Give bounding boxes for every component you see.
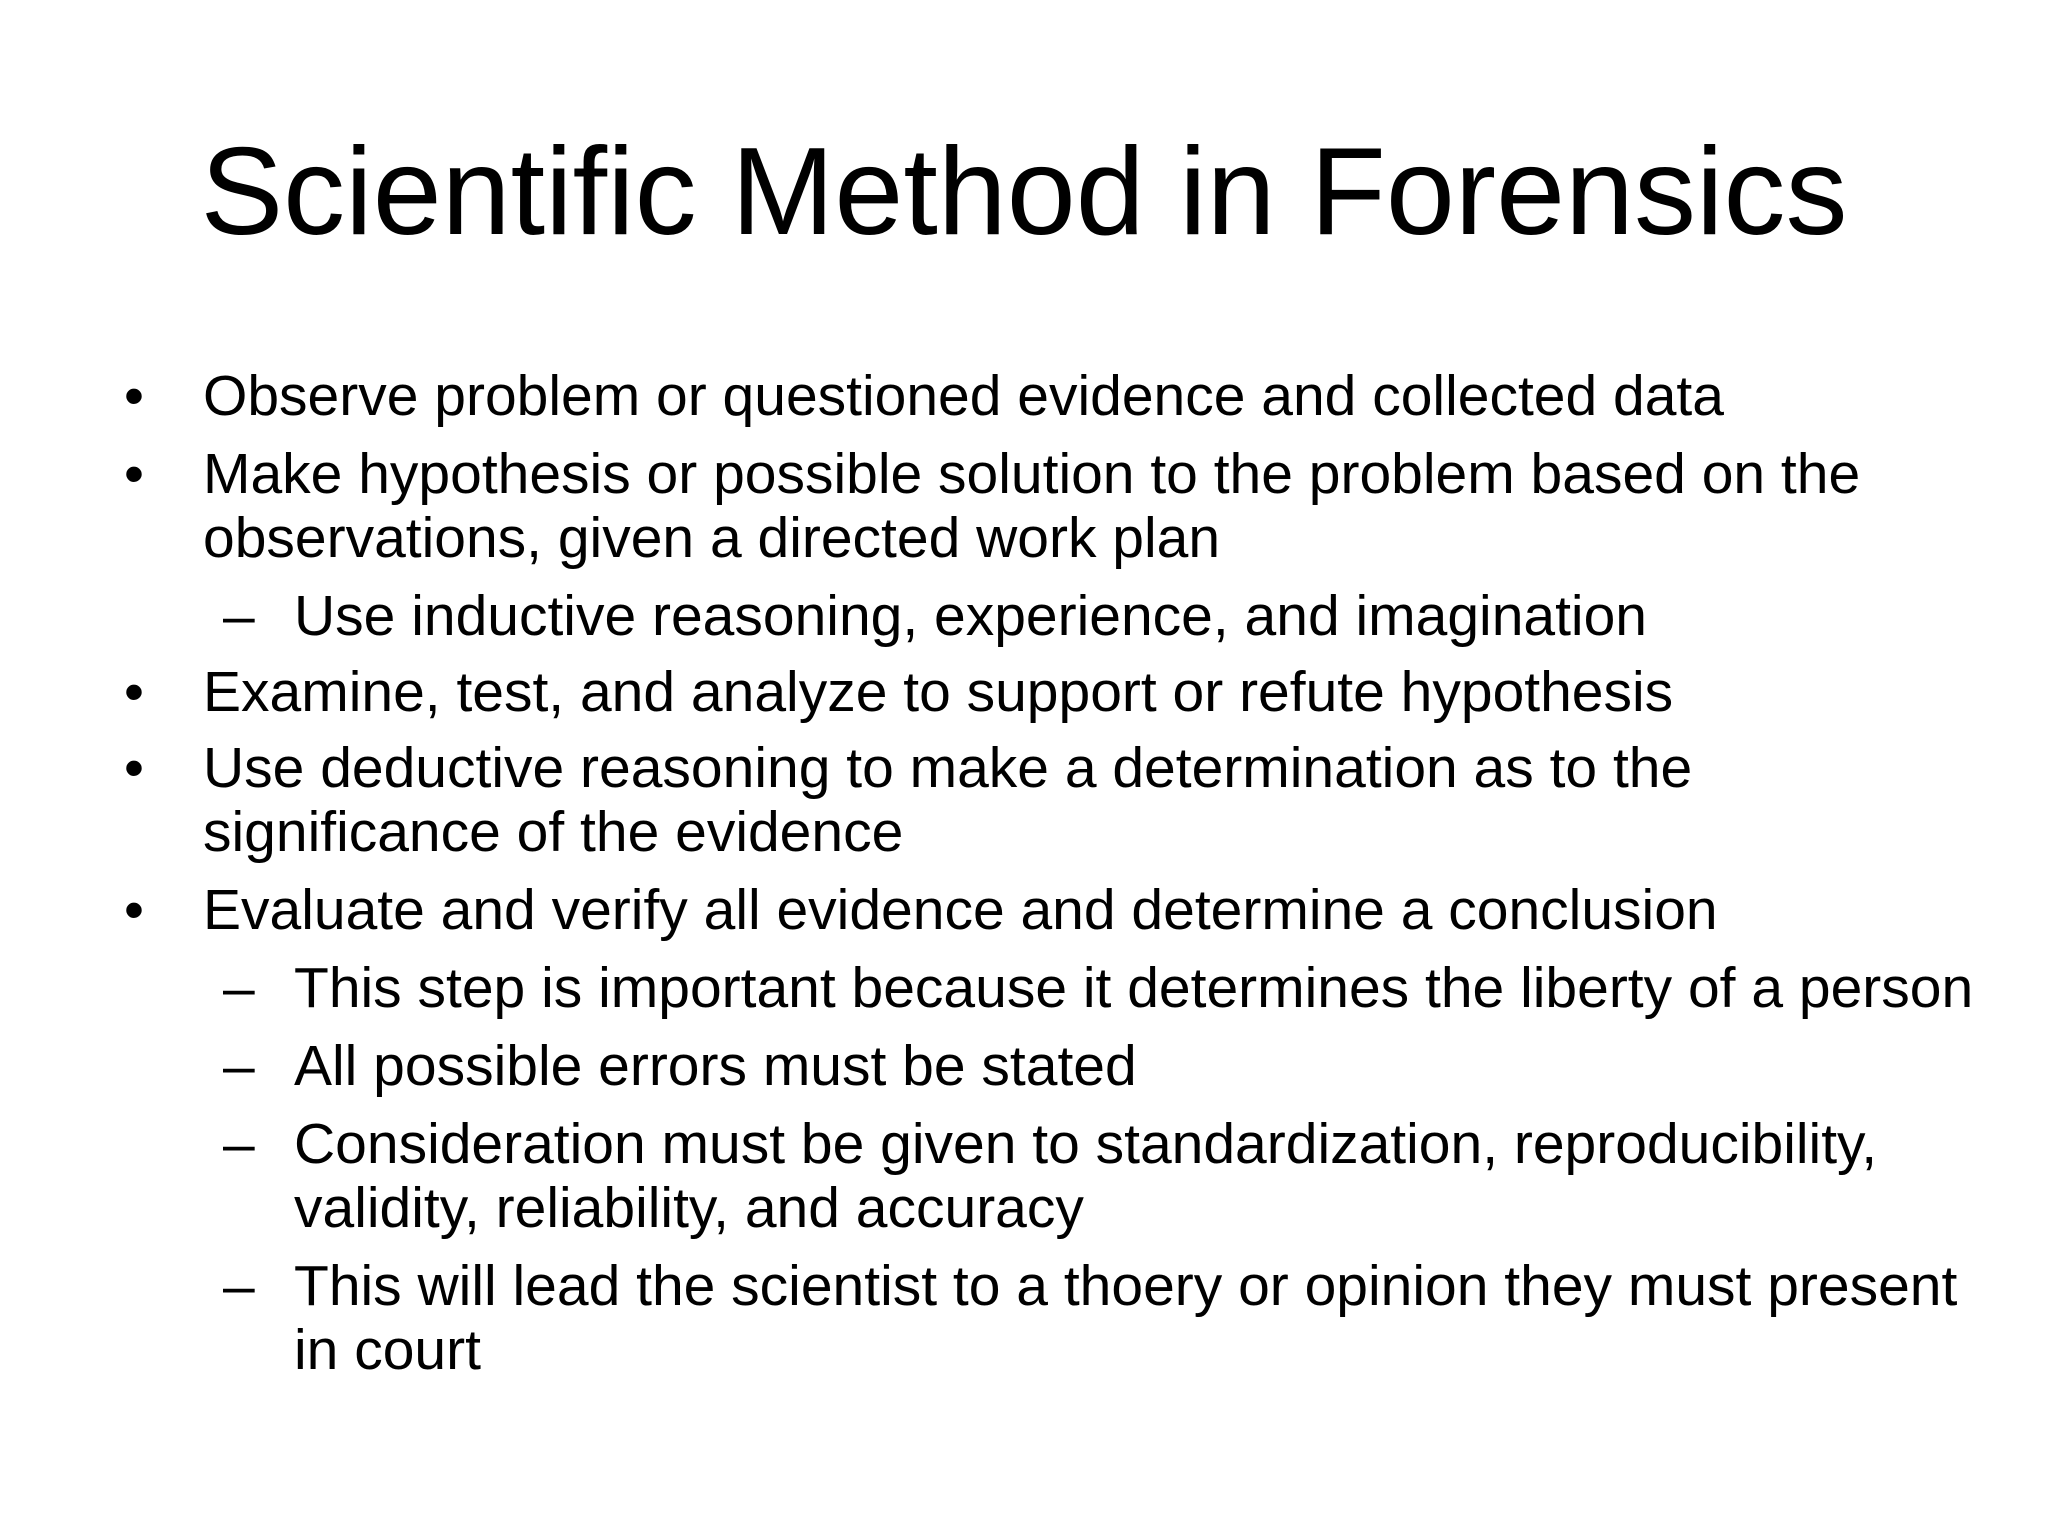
sub-list-item	[0, 1254, 2048, 1382]
sub-list-item	[0, 956, 2048, 1020]
list-item	[0, 660, 2048, 724]
dash-icon: –	[223, 584, 255, 648]
list-item	[0, 878, 2048, 942]
dash-icon: –	[223, 956, 255, 1020]
sub-list-item	[0, 1034, 2048, 1098]
dash-icon: –	[223, 1254, 255, 1318]
dash-icon: –	[223, 1112, 255, 1176]
sub-list-item-text: Use inductive reasoning, experience, and imagination	[294, 584, 1647, 648]
list-item-text: Examine, test, and analyze to support or refute hypothesis	[203, 660, 1674, 724]
dash-icon: –	[223, 1034, 255, 1098]
sub-list-item-text: This step is important because it determines the liberty of a person	[294, 956, 1974, 1020]
bullet-icon: •	[124, 660, 144, 724]
sub-list-item-text: This will lead the scientist to a thoery or opinion they must present in court	[294, 1254, 1958, 1382]
slide-title: Scientific Method in Forensics	[200, 123, 1848, 261]
list-item	[0, 364, 2048, 428]
list-item-text: Make hypothesis or possible solution to the problem based on the observations, given a directed work plan	[203, 442, 1861, 570]
sub-list-item-text: All possible errors must be stated	[294, 1034, 1137, 1098]
bullet-icon: •	[124, 364, 144, 428]
bullet-icon: •	[124, 736, 144, 800]
bullet-list	[0, 364, 2048, 1382]
bullet-icon: •	[124, 878, 144, 942]
list-item-text: Use deductive reasoning to make a determination as to the significance of the evidence	[203, 736, 1693, 864]
list-item-text: Observe problem or questioned evidence and collected data	[203, 364, 1724, 428]
list-item	[0, 442, 2048, 570]
sub-list-item	[0, 584, 2048, 648]
sub-list-item-text: Consideration must be given to standardization, reproducibility, validity, reliability, and accuracy	[294, 1112, 1878, 1240]
list-item	[0, 736, 2048, 864]
bullet-icon: •	[124, 442, 144, 506]
sub-list-item	[0, 1112, 2048, 1240]
list-item-text: Evaluate and verify all evidence and determine a conclusion	[203, 878, 1718, 942]
